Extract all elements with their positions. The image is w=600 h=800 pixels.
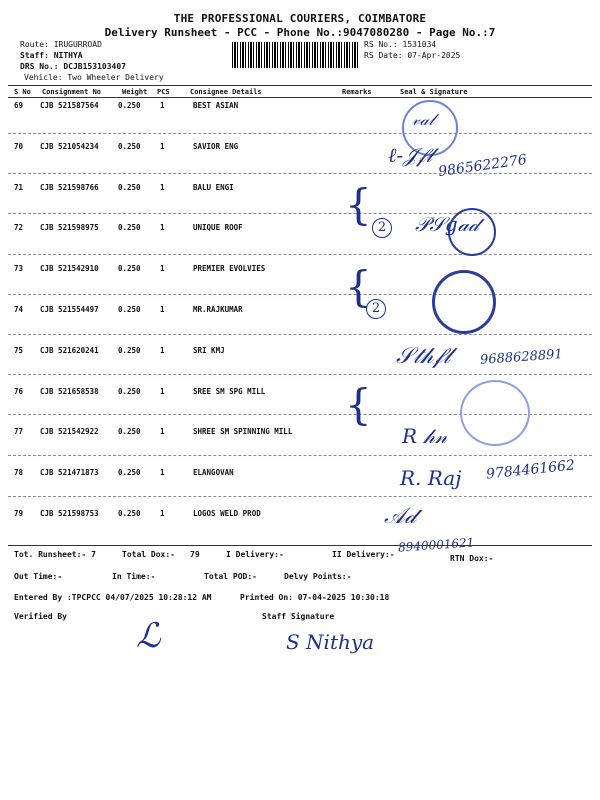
staff-signature-label: Staff Signature <box>262 612 335 621</box>
cell-consignment-no: CJB 521620241 <box>40 345 99 355</box>
cell-sno: 74 <box>14 305 24 314</box>
circled-mark: 2 <box>366 299 386 319</box>
col-consignee: Consignee Details <box>190 88 262 96</box>
handwritten-phone-2: 9688628891 <box>479 347 564 368</box>
row-divider <box>8 455 592 456</box>
cell-sno: 78 <box>14 468 24 478</box>
row-divider <box>8 254 592 255</box>
cell-consignment-no: CJB 521598766 <box>40 182 99 192</box>
circled-mark: 2 <box>372 218 392 238</box>
cell-weight: 0.250 <box>118 141 141 151</box>
cell-consignment-no: CJB 521598975 <box>40 223 99 233</box>
signature-logos: 𝒜𝒹 <box>384 504 416 529</box>
cell-weight: 0.250 <box>118 223 141 233</box>
cell-pcs: 1 <box>160 345 165 355</box>
col-sno: S No <box>14 88 31 96</box>
row-divider <box>8 213 592 214</box>
brace-mark: { <box>345 380 372 429</box>
total-dox-value: 79 <box>190 550 200 559</box>
staff-label: Staff: NITHYA <box>20 51 83 60</box>
delvy-points: Delvy Points:- <box>284 572 352 581</box>
seal-stamp-icon <box>460 380 530 446</box>
seal-stamp-icon <box>432 270 496 334</box>
out-time: Out Time:- <box>14 572 63 581</box>
ii-delivery: II Delivery:- <box>332 550 395 559</box>
row-divider <box>8 334 592 335</box>
signature-unique-roof: 𝒫𝒮𝑔𝒶𝒹 <box>415 212 479 236</box>
signature-best-asian: 𝓋𝒶𝓁 <box>412 110 435 129</box>
cell-consignee: SHREE SM SPINNING MILL <box>193 427 293 437</box>
tot-runsheet: Tot. Runsheet:- 7 <box>14 550 96 559</box>
staff-signature: S Nithya <box>286 630 375 654</box>
cell-consignment-no: CJB 521542922 <box>40 427 99 437</box>
verifier-signature: ℒ <box>136 616 161 656</box>
row-divider <box>8 374 592 375</box>
cell-pcs: 1 <box>160 427 165 437</box>
drs-number: DRS No.: DCJB153103407 <box>20 62 126 71</box>
cell-consignee: PREMIER EVOLVIES <box>193 264 266 274</box>
barcode <box>232 42 358 68</box>
cell-consignee: LOGOS WELD PROD <box>193 509 261 518</box>
printed-on: Printed On: 07-04-2025 10:30:18 <box>240 593 390 602</box>
cell-pcs: 1 <box>160 141 165 151</box>
signature-elangovan: R. Raj <box>400 466 462 490</box>
entered-by: Entered By :TPCPCC 04/07/2025 10:28:12 AM <box>14 593 212 602</box>
rs-date: RS Date: 07-Apr-2025 <box>364 51 461 60</box>
cell-weight: 0.250 <box>118 182 141 192</box>
cell-pcs: 1 <box>160 305 165 314</box>
signature-spinning-mill: 𝑅 𝒽𝓃 <box>402 424 448 448</box>
col-seal-signature: Seal & Signature <box>400 88 468 96</box>
cell-consignee: SRI KMJ <box>193 345 225 355</box>
cell-sno: 76 <box>14 386 24 396</box>
cell-weight: 0.250 <box>118 345 141 355</box>
row-divider <box>8 496 592 497</box>
cell-weight: 0.250 <box>118 305 141 314</box>
cell-sno: 69 <box>14 101 24 110</box>
signature-sri-kmj: 𝒮𝓉𝒽𝒻𝓁 <box>396 344 451 369</box>
table-top-rule <box>8 85 592 86</box>
cell-sno: 77 <box>14 427 24 437</box>
brace-mark: { <box>345 180 372 229</box>
cell-consignee: BEST ASIAN <box>193 101 239 110</box>
cell-sno: 79 <box>14 509 24 518</box>
cell-consignment-no: CJB 521471873 <box>40 468 99 478</box>
cell-consignment-no: CJB 521658538 <box>40 386 99 396</box>
cell-consignee: SREE SM SPG MILL <box>193 386 266 396</box>
cell-sno: 72 <box>14 223 24 233</box>
cell-weight: 0.250 <box>118 468 141 478</box>
cell-consignee: SAVIOR ENG <box>193 141 239 151</box>
totals-rule <box>8 545 592 546</box>
total-dox-label: Total Dox:- <box>122 550 175 559</box>
signature-savior: ℓ-𝒥𝒻𝓁 <box>388 143 433 167</box>
cell-sno: 73 <box>14 264 24 274</box>
verified-by: Verified By <box>14 612 67 621</box>
cell-pcs: 1 <box>160 468 165 478</box>
cell-consignee: ELANGOVAN <box>193 468 234 478</box>
cell-weight: 0.250 <box>118 427 141 437</box>
cell-sno: 70 <box>14 141 24 151</box>
brace-mark: { <box>345 262 372 311</box>
cell-pcs: 1 <box>160 223 165 233</box>
company-title: THE PROFESSIONAL COURIERS, COIMBATORE <box>173 12 427 25</box>
table-header-rule <box>8 97 592 98</box>
row-divider <box>8 133 592 134</box>
runsheet-subtitle: Delivery Runsheet - PCC - Phone No.:9047080280 - Page No.:7 <box>104 26 496 39</box>
col-pcs: PCS <box>157 88 170 96</box>
cell-consignee: BALU ENGI <box>193 182 234 192</box>
route-label: Route: IRUGURROAD <box>20 40 102 49</box>
handwritten-phone-4: 8940001621 <box>397 535 475 555</box>
cell-pcs: 1 <box>160 386 165 396</box>
row-divider <box>8 173 592 174</box>
cell-consignment-no: CJB 521054234 <box>40 141 99 151</box>
cell-sno: 75 <box>14 345 24 355</box>
cell-pcs: 1 <box>160 101 165 110</box>
cell-consignee: MR.RAJKUMAR <box>193 305 243 314</box>
rtn-dox: RTN Dox:- <box>450 554 494 563</box>
col-remarks: Remarks <box>342 88 372 96</box>
cell-pcs: 1 <box>160 264 165 274</box>
cell-consignee: UNIQUE ROOF <box>193 223 243 233</box>
cell-pcs: 1 <box>160 182 165 192</box>
i-delivery: I Delivery:- <box>226 550 284 559</box>
cell-consignment-no: CJB 521598753 <box>40 509 99 518</box>
cell-weight: 0.250 <box>118 101 141 110</box>
total-pod: Total POD:- <box>204 572 257 581</box>
cell-consignment-no: CJB 521554497 <box>40 305 99 314</box>
cell-weight: 0.250 <box>118 509 141 518</box>
handwritten-phone-1: 9865622276 <box>437 151 528 181</box>
cell-pcs: 1 <box>160 509 165 518</box>
col-weight: Weight <box>122 88 148 96</box>
cell-consignment-no: CJB 521542910 <box>40 264 99 274</box>
cell-weight: 0.250 <box>118 264 141 274</box>
cell-sno: 71 <box>14 182 24 192</box>
in-time: In Time:- <box>112 572 156 581</box>
handwritten-phone-3: 9784461662 <box>485 457 576 483</box>
vehicle-label: Vehicle: Two Wheeler Delivery <box>24 73 164 82</box>
cell-weight: 0.250 <box>118 386 141 396</box>
rs-number: RS No.: 1531034 <box>364 40 437 49</box>
row-divider <box>8 294 592 295</box>
cell-consignment-no: CJB 521587564 <box>40 101 99 110</box>
col-consignment: Consignment No <box>42 88 102 96</box>
